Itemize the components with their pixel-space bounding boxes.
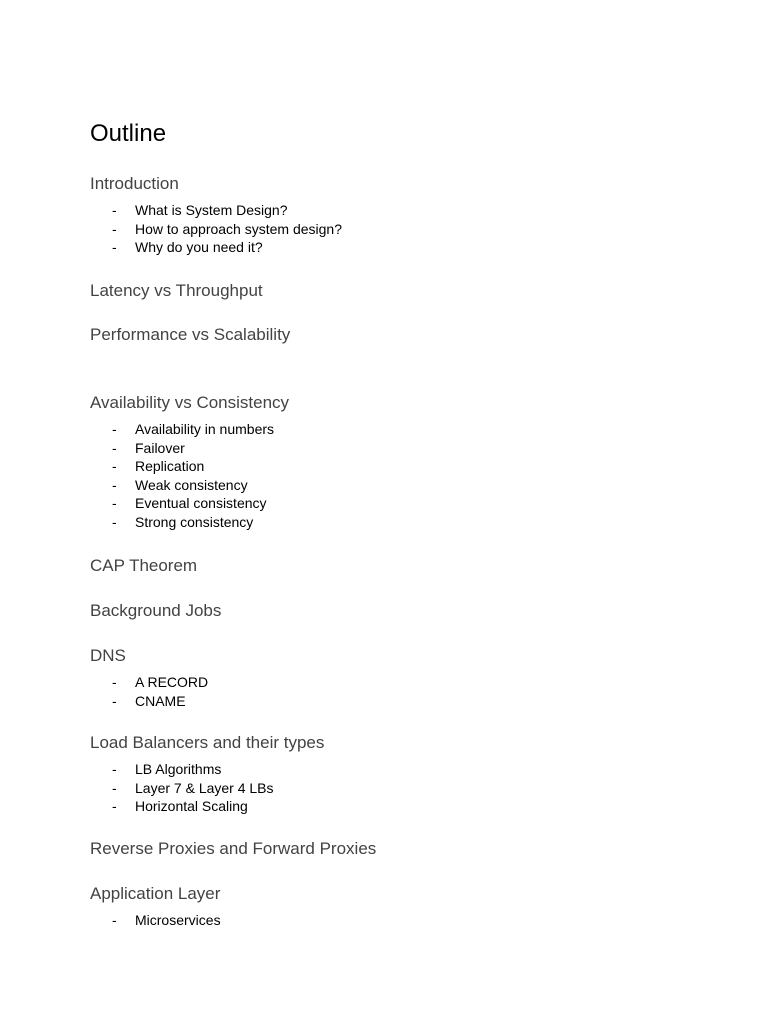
section-performance-vs-scalability: [90, 324, 290, 346]
bullet-dash: -: [112, 513, 117, 530]
list-item-text: Eventual consistency: [135, 495, 267, 512]
list-item: [90, 220, 342, 239]
bullet-list: [90, 420, 289, 532]
list-item: [90, 238, 342, 257]
bullet-dash: -: [112, 421, 117, 437]
bullet-list: [90, 201, 342, 257]
list-item-text: Strong consistency: [135, 513, 254, 530]
bullet-dash: -: [112, 220, 117, 237]
list-item-text: CNAME: [135, 692, 186, 709]
list-item: [90, 201, 342, 220]
list-item: [90, 457, 289, 476]
section-heading: Performance vs Scalability: [90, 325, 291, 344]
page-title: Outline: [90, 120, 167, 147]
list-item: [90, 692, 208, 711]
section-latency-vs-throughput: [90, 280, 263, 302]
section-application-layer: [90, 883, 221, 930]
section-cap-theorem: [90, 555, 197, 577]
bullet-list: [90, 673, 208, 710]
bullet-dash: -: [112, 798, 117, 815]
list-item: [90, 476, 289, 495]
bullet-dash: -: [112, 495, 117, 512]
section-heading: Application Layer: [90, 884, 221, 903]
list-item: [90, 797, 324, 816]
bullet-dash: -: [112, 912, 117, 928]
section-heading: Load Balancers and their types: [90, 733, 325, 752]
section-introduction: [90, 173, 342, 257]
list-item-text: Weak consistency: [135, 476, 248, 493]
list-item: [90, 673, 208, 692]
list-item-text: LB Algorithms: [135, 761, 222, 777]
list-item-text: Horizontal Scaling: [135, 798, 248, 815]
section-heading: CAP Theorem: [90, 556, 198, 575]
list-item: [90, 439, 289, 458]
bullet-dash: -: [112, 458, 117, 475]
list-item-text: Why do you need it?: [135, 239, 263, 256]
list-item-text: Replication: [135, 458, 205, 475]
bullet-list: [90, 760, 324, 816]
section-dns: [90, 645, 208, 710]
section-background-jobs: [90, 600, 221, 622]
bullet-dash: -: [112, 779, 117, 796]
section-heading: DNS: [90, 646, 126, 665]
section-heading: Availability vs Consistency: [90, 393, 290, 412]
bullet-list: [90, 911, 221, 930]
list-item-text: A RECORD: [135, 674, 209, 690]
list-item-text: Layer 7 & Layer 4 LBs: [135, 779, 274, 796]
list-item: [90, 494, 289, 513]
section-heading: Reverse Proxies and Forward Proxies: [90, 839, 377, 858]
list-item: [90, 513, 289, 532]
list-item: [90, 760, 324, 779]
bullet-dash: -: [112, 202, 117, 218]
list-item-text: Failover: [135, 439, 185, 456]
list-item-text: How to approach system design?: [135, 220, 342, 237]
list-item: [90, 779, 324, 798]
bullet-dash: -: [112, 674, 117, 690]
bullet-dash: -: [112, 761, 117, 777]
section-availability-vs-consistency: [90, 392, 289, 532]
list-item: [90, 911, 221, 930]
list-item-text: Microservices: [135, 912, 221, 928]
list-item: [90, 420, 289, 439]
list-item-text: Availability in numbers: [135, 421, 275, 437]
section-heading: Latency vs Throughput: [90, 281, 263, 300]
section-reverse-proxies: [90, 838, 376, 860]
section-heading: Background Jobs: [90, 601, 222, 620]
bullet-dash: -: [112, 439, 117, 456]
section-heading: Introduction: [90, 174, 179, 193]
bullet-dash: -: [112, 239, 117, 256]
bullet-dash: -: [112, 476, 117, 493]
section-load-balancers: [90, 732, 324, 816]
bullet-dash: -: [112, 692, 117, 709]
list-item-text: What is System Design?: [135, 202, 288, 218]
